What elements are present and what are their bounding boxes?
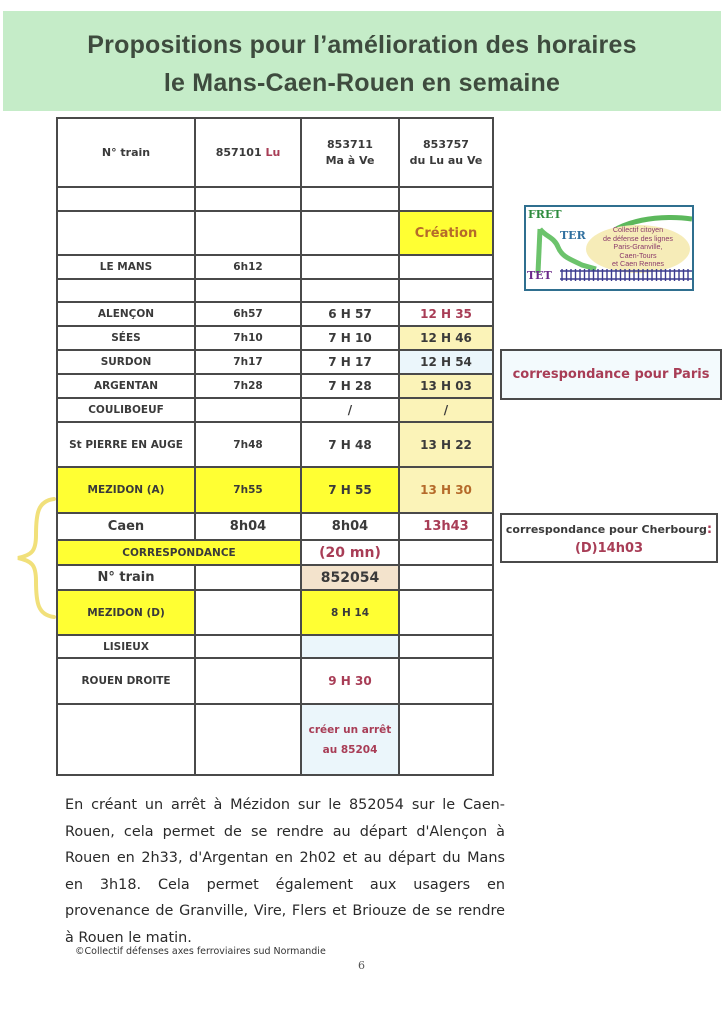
copyright-notice: ©Collectif défenses axes ferroviaires sud Normandie (75, 946, 326, 957)
station-name: ROUEN DROITE (57, 658, 195, 704)
paris-connection-note: correspondance pour Paris (500, 349, 722, 400)
header-train-853711: 853711 Ma à Ve (301, 118, 399, 187)
table-row (57, 422, 493, 467)
time-857101 (195, 398, 301, 422)
time-857101: 7h28 (195, 374, 301, 398)
table-row (57, 350, 493, 374)
cherbourg-connection-note: correspondance pour Cherbourg: (D)14h03 (500, 513, 718, 563)
station-name: Caen (57, 513, 195, 540)
correspondance-row (57, 540, 493, 565)
time-853757: 13 H 22 (399, 422, 493, 467)
station-name: MEZIDON (D) (57, 590, 195, 635)
time-853757: / (399, 398, 493, 422)
station-name: MEZIDON (A) (57, 467, 195, 513)
station-name: ARGENTAN (57, 374, 195, 398)
time-853757: 12 H 46 (399, 326, 493, 350)
train2-number: 852054 (301, 565, 399, 590)
table-row (57, 635, 493, 658)
creation-row (57, 211, 493, 255)
time-857101: 7h55 (195, 467, 301, 513)
logo-tet: TET (527, 269, 552, 282)
time-857101: 8h04 (195, 513, 301, 540)
time-852054: 8 H 14 (301, 590, 399, 635)
table-row (57, 658, 493, 704)
time-853711: 7 H 17 (301, 350, 399, 374)
explanation-paragraph: En créant un arrêt à Mézidon sur le 852054 sur le Caen-Rouen, cela permet de se rendre au départ d'Alençon à Rouen en 2h33, d'Argentan en 2h02 et au départ du Mans en 3h18. Cela permet également aux usagers en provenance de Granville, Vire, Flers et Briouze de se rendre à Rouen le matin. (65, 797, 505, 946)
station-name: ALENÇON (57, 302, 195, 326)
station-name: COULIBOEUF (57, 398, 195, 422)
station-name: SÉES (57, 326, 195, 350)
time-853711: 7 H 10 (301, 326, 399, 350)
time-857101: 7h10 (195, 326, 301, 350)
time-853711: 7 H 55 (301, 467, 399, 513)
time-853711: / (301, 398, 399, 422)
header-train-857101: 857101 Lu (195, 118, 301, 187)
time-853711 (301, 255, 399, 279)
header-row (57, 118, 493, 187)
time-853757: 13 H 03 (399, 374, 493, 398)
train2-label: N° train (57, 565, 195, 590)
time-853757: 13 H 30 (399, 467, 493, 513)
table-row (57, 590, 493, 635)
table-row (57, 326, 493, 350)
curly-brace-icon (10, 495, 60, 621)
time-857101: 6h57 (195, 302, 301, 326)
time-852054: 9 H 30 (301, 658, 399, 704)
station-name: LE MANS (57, 255, 195, 279)
empty-row (57, 187, 493, 211)
logo-fret: FRET (528, 208, 562, 221)
time-853757: 12 H 54 (399, 350, 493, 374)
time-853711: 7 H 28 (301, 374, 399, 398)
header-train-label: N° train (57, 118, 195, 187)
stop-proposal-note: créer un arrêt au 85204 (301, 704, 399, 775)
time-853757: 13h43 (399, 513, 493, 540)
page-number: 6 (358, 959, 365, 972)
correspondance-label: CORRESPONDANCE (57, 540, 301, 565)
time-857101: 7h48 (195, 422, 301, 467)
table-row (57, 467, 493, 513)
table-row (57, 398, 493, 422)
station-name: St PIERRE EN AUGE (57, 422, 195, 467)
header-train-853757: 853757 du Lu au Ve (399, 118, 493, 187)
creation-badge: Création (399, 211, 493, 255)
logo-ter: TER (560, 229, 586, 242)
station-name: LISIEUX (57, 635, 195, 658)
table-row (57, 302, 493, 326)
table-row (57, 255, 493, 279)
time-853711: 6 H 57 (301, 302, 399, 326)
time-853757: 12 H 35 (399, 302, 493, 326)
table-row (57, 374, 493, 398)
correspondance-time: (20 mn) (301, 540, 399, 565)
empty-row (57, 279, 493, 302)
title-line-2: le Mans-Caen-Rouen en semaine (163, 69, 561, 97)
title-banner (3, 11, 721, 111)
train2-row (57, 565, 493, 590)
logo-bubble-text: Collectif citoyen de défense des lignes Paris-Granville, Caen-Tours et Caen Rennes (603, 225, 673, 269)
timetable (56, 117, 494, 776)
collectif-logo (524, 205, 694, 291)
title-line-1: Propositions pour l’amélioration des horaires (87, 31, 637, 59)
time-853757 (399, 255, 493, 279)
station-name: SURDON (57, 350, 195, 374)
time-853711: 7 H 48 (301, 422, 399, 467)
time-857101: 6h12 (195, 255, 301, 279)
note-row (57, 704, 493, 775)
time-853711: 8h04 (301, 513, 399, 540)
time-857101: 7h17 (195, 350, 301, 374)
time-852054 (301, 635, 399, 658)
table-row (57, 513, 493, 540)
